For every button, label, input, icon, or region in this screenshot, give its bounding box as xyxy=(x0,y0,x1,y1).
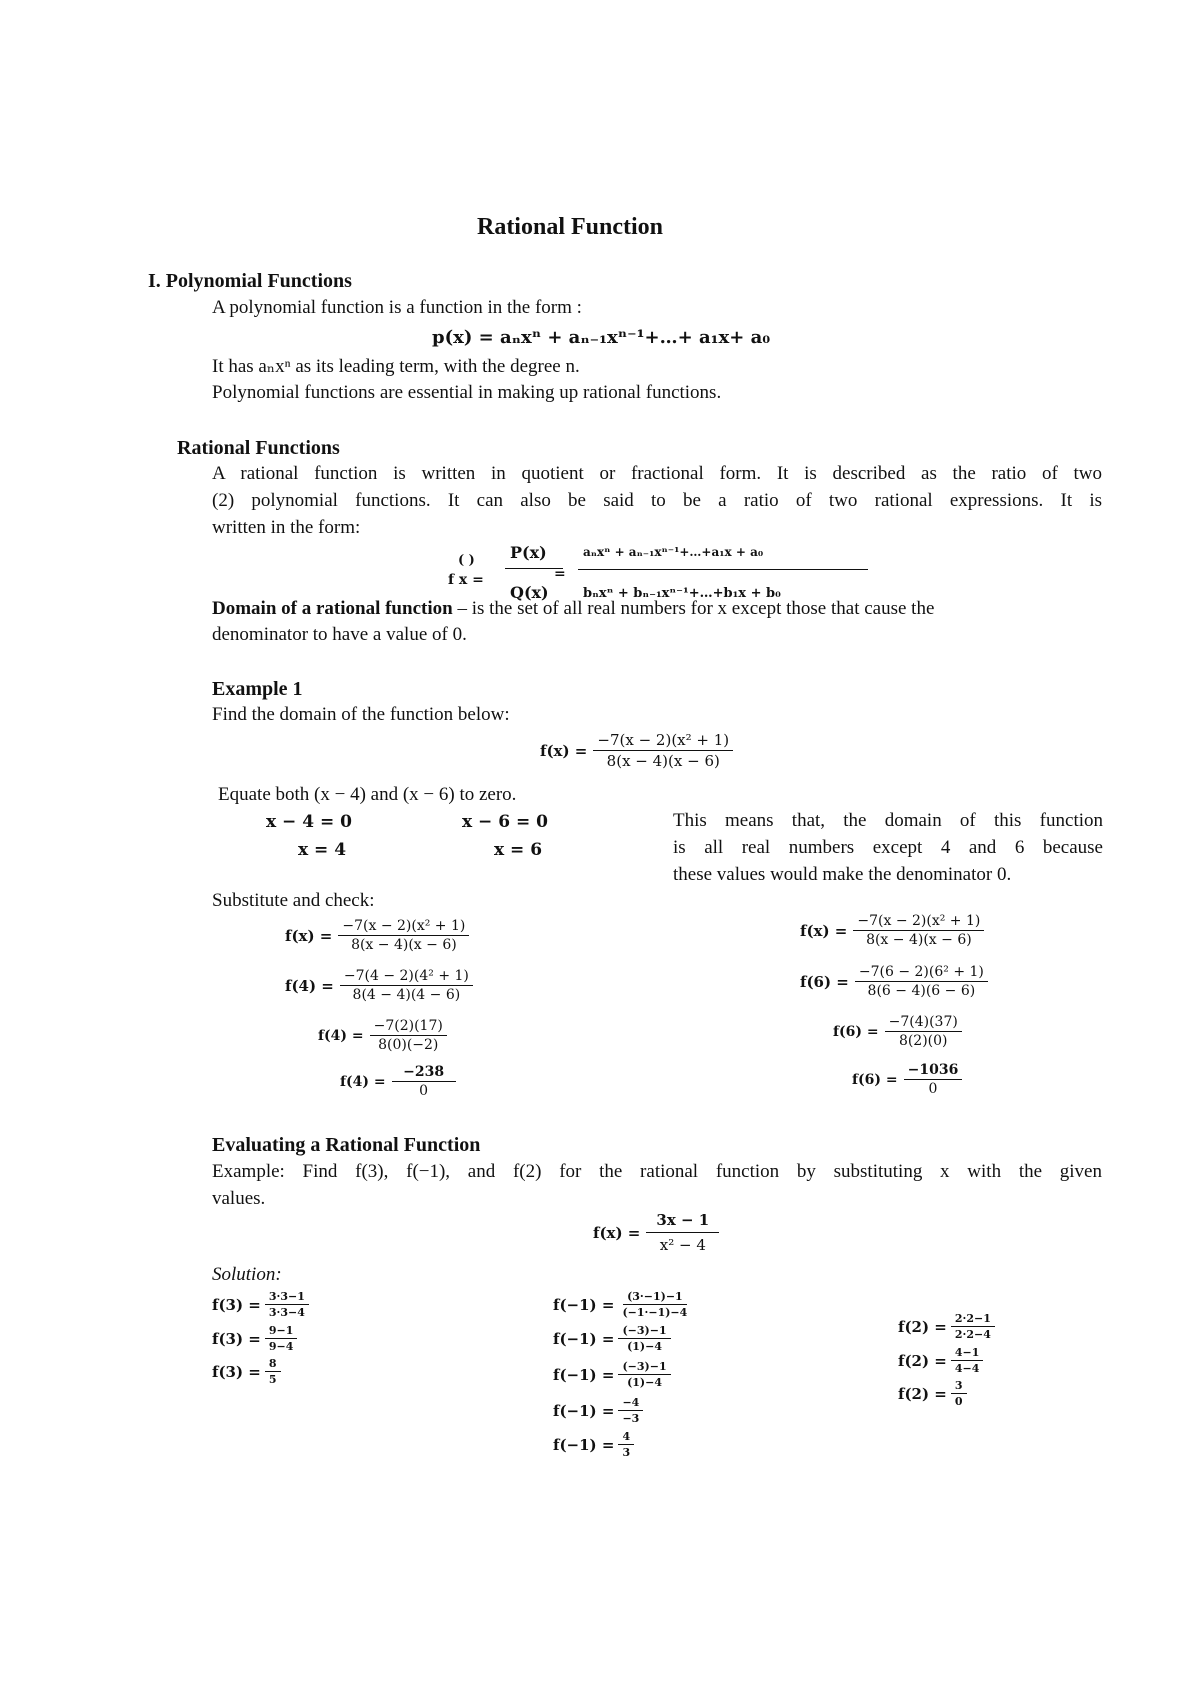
evaluating-heading: Evaluating a Rational Function xyxy=(212,1134,481,1156)
rational-form-bar-2 xyxy=(578,569,868,570)
eval-lhs: f(2) = xyxy=(898,1384,947,1403)
sub-left-denominator: 8(0)(−2) xyxy=(378,1037,439,1053)
example-1-lhs: f(x) = xyxy=(540,741,588,760)
eval-lhs: f(−1) = xyxy=(553,1401,615,1420)
example-1-numerator: −7(x − 2)(x² + 1) xyxy=(593,731,733,751)
eval-denominator: 2·2−4 xyxy=(954,1328,991,1341)
example-1-function xyxy=(540,731,733,770)
sub-right-denominator: 8(x − 4)(x − 6) xyxy=(866,932,972,948)
eval-denominator: 0 xyxy=(954,1395,963,1408)
equation-2a: x − 6 = 0 xyxy=(462,812,548,832)
eval-fneg1-step-1 xyxy=(553,1290,691,1319)
eval-denominator: (−1·−1)−4 xyxy=(622,1306,688,1319)
sub-right-numerator: −7(6 − 2)(6² + 1) xyxy=(855,964,988,982)
eval-fraction xyxy=(265,1290,309,1319)
eval-numerator: (3·−1)−1 xyxy=(623,1290,687,1305)
evaluating-function xyxy=(593,1211,719,1254)
sub-left-denominator: 8(4 − 4)(4 − 6) xyxy=(352,987,461,1003)
domain-term: Domain of a rational function xyxy=(212,598,453,619)
eval-f2-step-2 xyxy=(898,1346,983,1375)
sub-left-lhs: f(4) = xyxy=(318,1027,364,1044)
sub-left-fraction xyxy=(392,1064,456,1099)
eval-numerator: 8 xyxy=(265,1357,281,1372)
sub-left-numerator: −7(2)(17) xyxy=(370,1018,447,1036)
rational-form-numerator: aₙxⁿ + aₙ₋₁xⁿ⁻¹+…+a₁x + a₀ xyxy=(583,545,764,559)
eval-fraction xyxy=(618,1396,643,1425)
rational-form-q: Q(x) xyxy=(510,583,549,602)
eval-numerator: 2·2−1 xyxy=(951,1312,995,1327)
domain-definition-line-2: denominator to have a value of 0. xyxy=(212,624,467,645)
sub-right-fraction xyxy=(904,1062,963,1097)
solution-label: Solution: xyxy=(212,1264,282,1285)
rational-paragraph-line-2: (2) polynomial functions. It can also be said to be a ratio of two rational expressions. It is xyxy=(212,490,1102,511)
eval-numerator: 3 xyxy=(951,1379,967,1394)
evaluating-prompt-line-2: values. xyxy=(212,1188,266,1209)
sub-left-denominator: 8(x − 4)(x − 6) xyxy=(351,937,457,953)
eval-lhs: f(−1) = xyxy=(553,1329,615,1348)
eval-denominator: 5 xyxy=(268,1373,277,1386)
eval-fraction xyxy=(618,1430,634,1459)
sub-left-numerator: −7(x − 2)(x² + 1) xyxy=(338,918,469,936)
sub-right-step-3 xyxy=(833,1014,962,1049)
eval-fraction xyxy=(618,1360,670,1389)
example-1-fraction xyxy=(593,731,733,770)
sub-right-denominator: 8(6 − 4)(6 − 6) xyxy=(867,983,976,999)
eval-fneg1-step-3 xyxy=(553,1360,671,1389)
eval-fraction xyxy=(618,1324,670,1353)
sub-left-denominator: 0 xyxy=(419,1083,429,1099)
domain-conclusion-line-1: This means that, the domain of this function xyxy=(673,810,1103,831)
sub-right-numerator: −7(x − 2)(x² + 1) xyxy=(853,913,984,931)
evaluating-fraction xyxy=(646,1211,719,1254)
domain-definition-text: – is the set of all real numbers for x except those that cause the xyxy=(452,598,935,619)
example-1-prompt: Find the domain of the function below: xyxy=(212,704,510,725)
sub-left-fraction xyxy=(340,968,473,1003)
eval-f3-step-2 xyxy=(212,1324,297,1353)
domain-definition xyxy=(212,598,934,620)
eval-f2-step-3 xyxy=(898,1379,967,1408)
section-heading-rational: Rational Functions xyxy=(177,437,340,459)
example-1-denominator: 8(x − 4)(x − 6) xyxy=(606,752,720,770)
eval-numerator: −4 xyxy=(618,1396,643,1411)
eval-fneg1-step-4 xyxy=(553,1396,643,1425)
sub-right-step-1 xyxy=(800,913,984,948)
eval-lhs: f(3) = xyxy=(212,1362,261,1381)
sub-left-step-3 xyxy=(318,1018,447,1053)
sub-left-lhs: f(4) = xyxy=(285,976,334,995)
sub-right-fraction xyxy=(853,913,984,948)
rational-form-p: P(x) xyxy=(510,543,547,562)
eval-lhs: f(3) = xyxy=(212,1295,261,1314)
eval-f2-step-1 xyxy=(898,1312,995,1341)
domain-conclusion-line-2: is all real numbers except 4 and 6 because xyxy=(673,837,1103,858)
section-heading-polynomial: I. Polynomial Functions xyxy=(148,270,352,292)
eval-numerator: (−3)−1 xyxy=(618,1324,670,1339)
sub-right-numerator: −1036 xyxy=(904,1062,963,1080)
sub-right-fraction xyxy=(855,964,988,999)
eval-numerator: (−3)−1 xyxy=(618,1360,670,1375)
polynomial-essential-text: Polynomial functions are essential in making up rational functions. xyxy=(212,382,722,403)
equation-1a: x − 4 = 0 xyxy=(266,812,352,832)
polynomial-formula: p(x) = aₙxⁿ + aₙ₋₁xⁿ⁻¹+…+ a₁x+ a₀ xyxy=(432,327,771,348)
sub-right-step-2 xyxy=(800,964,988,999)
sub-right-lhs: f(x) = xyxy=(800,921,848,940)
eval-denominator: 4−4 xyxy=(954,1362,980,1375)
eval-fneg1-step-2 xyxy=(553,1324,671,1353)
sub-left-numerator: −7(4 − 2)(4² + 1) xyxy=(340,968,473,986)
eval-lhs: f(−1) = xyxy=(553,1295,615,1314)
evaluating-numerator: 3x − 1 xyxy=(646,1211,719,1233)
eval-numerator: 4 xyxy=(618,1430,634,1445)
eval-fraction xyxy=(618,1290,691,1319)
eval-denominator: 3 xyxy=(622,1446,631,1459)
sub-left-fraction xyxy=(338,918,469,953)
substitute-check-text: Substitute and check: xyxy=(212,890,375,911)
eval-fraction xyxy=(951,1379,967,1408)
rational-form-paren: ( ) xyxy=(458,553,475,568)
evaluating-lhs: f(x) = xyxy=(593,1223,641,1242)
sub-right-denominator: 0 xyxy=(928,1081,938,1097)
leading-term-text: It has aₙxⁿ as its leading term, with the degree n. xyxy=(212,356,580,377)
rational-paragraph-line-1: A rational function is written in quotient or fractional form. It is described as the ratio of two xyxy=(212,463,1102,484)
eval-denominator: −3 xyxy=(622,1412,640,1425)
eval-fraction xyxy=(951,1312,995,1341)
eval-lhs: f(2) = xyxy=(898,1317,947,1336)
polynomial-intro: A polynomial function is a function in the form : xyxy=(212,297,582,318)
eval-fraction xyxy=(265,1357,281,1386)
eval-fraction xyxy=(265,1324,298,1353)
sub-right-lhs: f(6) = xyxy=(852,1071,898,1088)
eval-lhs: f(2) = xyxy=(898,1351,947,1370)
eval-numerator: 4−1 xyxy=(951,1346,984,1361)
eval-f3-step-3 xyxy=(212,1357,281,1386)
rational-form-lhs: f x = xyxy=(448,572,484,588)
eval-numerator: 9−1 xyxy=(265,1324,298,1339)
sub-left-lhs: f(4) = xyxy=(340,1073,386,1090)
rational-form-denominator: bₙxⁿ + bₙ₋₁xⁿ⁻¹+…+b₁x + b₀ xyxy=(583,586,781,601)
rational-form-equals: = xyxy=(554,566,566,582)
evaluating-denominator: x² − 4 xyxy=(659,1236,706,1254)
page-title: Rational Function xyxy=(476,214,664,240)
rational-paragraph-line-3: written in the form: xyxy=(212,517,361,538)
eval-denominator: 9−4 xyxy=(268,1340,294,1353)
sub-left-numerator: −238 xyxy=(392,1064,456,1082)
sub-right-step-4 xyxy=(852,1062,962,1097)
sub-left-step-2 xyxy=(285,968,473,1003)
sub-left-step-1 xyxy=(285,918,469,953)
eval-numerator: 3·3−1 xyxy=(265,1290,309,1305)
eval-fraction xyxy=(951,1346,984,1375)
sub-right-denominator: 8(2)(0) xyxy=(898,1033,948,1049)
eval-lhs: f(−1) = xyxy=(553,1435,615,1454)
equation-2b: x = 6 xyxy=(494,840,543,860)
sub-right-fraction xyxy=(885,1014,962,1049)
eval-denominator: 3·3−4 xyxy=(268,1306,305,1319)
equation-1b: x = 4 xyxy=(298,840,347,860)
eval-denominator: (1)−4 xyxy=(627,1340,662,1353)
sub-right-lhs: f(6) = xyxy=(833,1023,879,1040)
sub-left-lhs: f(x) = xyxy=(285,926,333,945)
sub-right-numerator: −7(4)(37) xyxy=(885,1014,962,1032)
domain-conclusion-line-3: these values would make the denominator 0. xyxy=(673,864,1012,885)
eval-lhs: f(−1) = xyxy=(553,1365,615,1384)
sub-right-lhs: f(6) = xyxy=(800,972,849,991)
eval-lhs: f(3) = xyxy=(212,1329,261,1348)
eval-fneg1-step-5 xyxy=(553,1430,634,1459)
sub-left-fraction xyxy=(370,1018,447,1053)
sub-left-step-4 xyxy=(340,1064,456,1099)
evaluating-prompt-line-1: Example: Find f(3), f(−1), and f(2) for the rational function by substituting x with the given xyxy=(212,1161,1102,1182)
example-1-heading: Example 1 xyxy=(212,678,303,700)
equate-text: Equate both (x − 4) and (x − 6) to zero. xyxy=(218,784,517,805)
eval-denominator: (1)−4 xyxy=(627,1376,662,1389)
eval-f3-step-1 xyxy=(212,1290,309,1319)
